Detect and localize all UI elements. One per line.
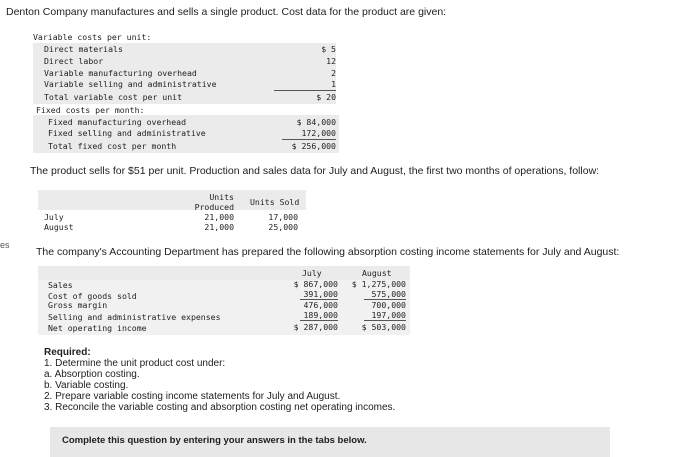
cost-row-label: Fixed manufacturing overhead: [48, 117, 187, 127]
total-variable-label: Total variable cost per unit: [44, 92, 183, 102]
column-header: July: [302, 268, 322, 278]
income-header-shade: [38, 266, 410, 280]
table-cell: 21,000: [204, 222, 234, 232]
table-row-label: Sales: [48, 280, 73, 290]
table-cell: 17,000: [268, 212, 298, 222]
cost-row-label: Direct labor: [44, 56, 104, 66]
total-underline: [274, 90, 336, 91]
table-cell: $ 503,000: [361, 322, 406, 332]
fixed-costs-heading: Fixed costs per month:: [36, 105, 145, 115]
cost-row-value: $ 84,000: [296, 117, 336, 127]
table-row-label: Gross margin: [48, 300, 108, 310]
table-cell: 700,000: [371, 300, 406, 310]
table-cell: 476,000: [303, 300, 338, 310]
required-item: a. Absorption costing.: [44, 369, 140, 380]
total-underline: [282, 139, 336, 140]
instruction-banner: [50, 427, 610, 457]
intro-text: Denton Company manufactures and sells a single product. Cost data for the product are given:: [6, 6, 447, 18]
table-row-label: Cost of goods sold: [48, 291, 137, 301]
cost-row-label: Direct materials: [44, 44, 123, 54]
cost-row-value: 12: [326, 56, 336, 66]
table-cell: 391,000: [303, 289, 338, 299]
required-item: b. Variable costing.: [44, 380, 129, 391]
table-cell: 197,000: [371, 310, 406, 320]
cost-row-label: Fixed selling and administrative: [48, 128, 206, 138]
cost-row-label: Variable manufacturing overhead: [44, 68, 197, 78]
cost-row-value: 2: [331, 68, 336, 78]
instruction-banner-text: Complete this question by entering your answers in the tabs below.: [62, 435, 367, 446]
table-cell: $ 1,275,000: [351, 279, 406, 289]
column-header: Units: [209, 192, 234, 202]
table-cell: $ 867,000: [293, 279, 338, 289]
table-row-label: Net operating income: [48, 323, 147, 333]
table-cell: 189,000: [303, 310, 338, 320]
margin-fragment: es: [0, 240, 10, 250]
cost-row-value: 1: [331, 79, 336, 89]
table-cell: $ 287,000: [293, 322, 338, 332]
table-cell: 575,000: [371, 289, 406, 299]
required-heading: Required:: [44, 347, 91, 358]
total-variable-value: $ 20: [316, 92, 336, 102]
variable-costs-heading: Variable costs per unit:: [33, 32, 152, 42]
table-row-label: August: [44, 222, 74, 232]
total-fixed-label: Total fixed cost per month: [48, 141, 177, 151]
column-header: Produced: [194, 202, 234, 212]
table-cell: 25,000: [268, 222, 298, 232]
required-item: 2. Prepare variable costing income statements for July and August.: [44, 391, 341, 402]
income-intro-text: The company's Accounting Department has prepared the following absorption costing income statements for July and August:: [36, 246, 620, 258]
subtotal-underline: [300, 320, 338, 321]
cost-row-value: $ 5: [321, 44, 336, 54]
required-item: 1. Determine the unit product cost under:: [44, 358, 226, 369]
column-header: Units Sold: [250, 197, 300, 207]
cost-row-label: Variable selling and administrative: [44, 79, 217, 89]
required-item: 3. Reconcile the variable costing and absorption costing net operating incomes.: [44, 402, 396, 413]
table-cell: 21,000: [204, 212, 234, 222]
table-row-label: July: [44, 212, 64, 222]
subtotal-underline: [364, 320, 406, 321]
table-row-label: Selling and administrative expenses: [48, 312, 221, 322]
total-fixed-value: $ 256,000: [291, 141, 336, 151]
price-text: The product sells for $51 per unit. Production and sales data for July and August, the first two months of operations, follow:: [30, 165, 600, 177]
cost-row-value: 172,000: [301, 128, 336, 138]
column-header: August: [362, 268, 392, 278]
